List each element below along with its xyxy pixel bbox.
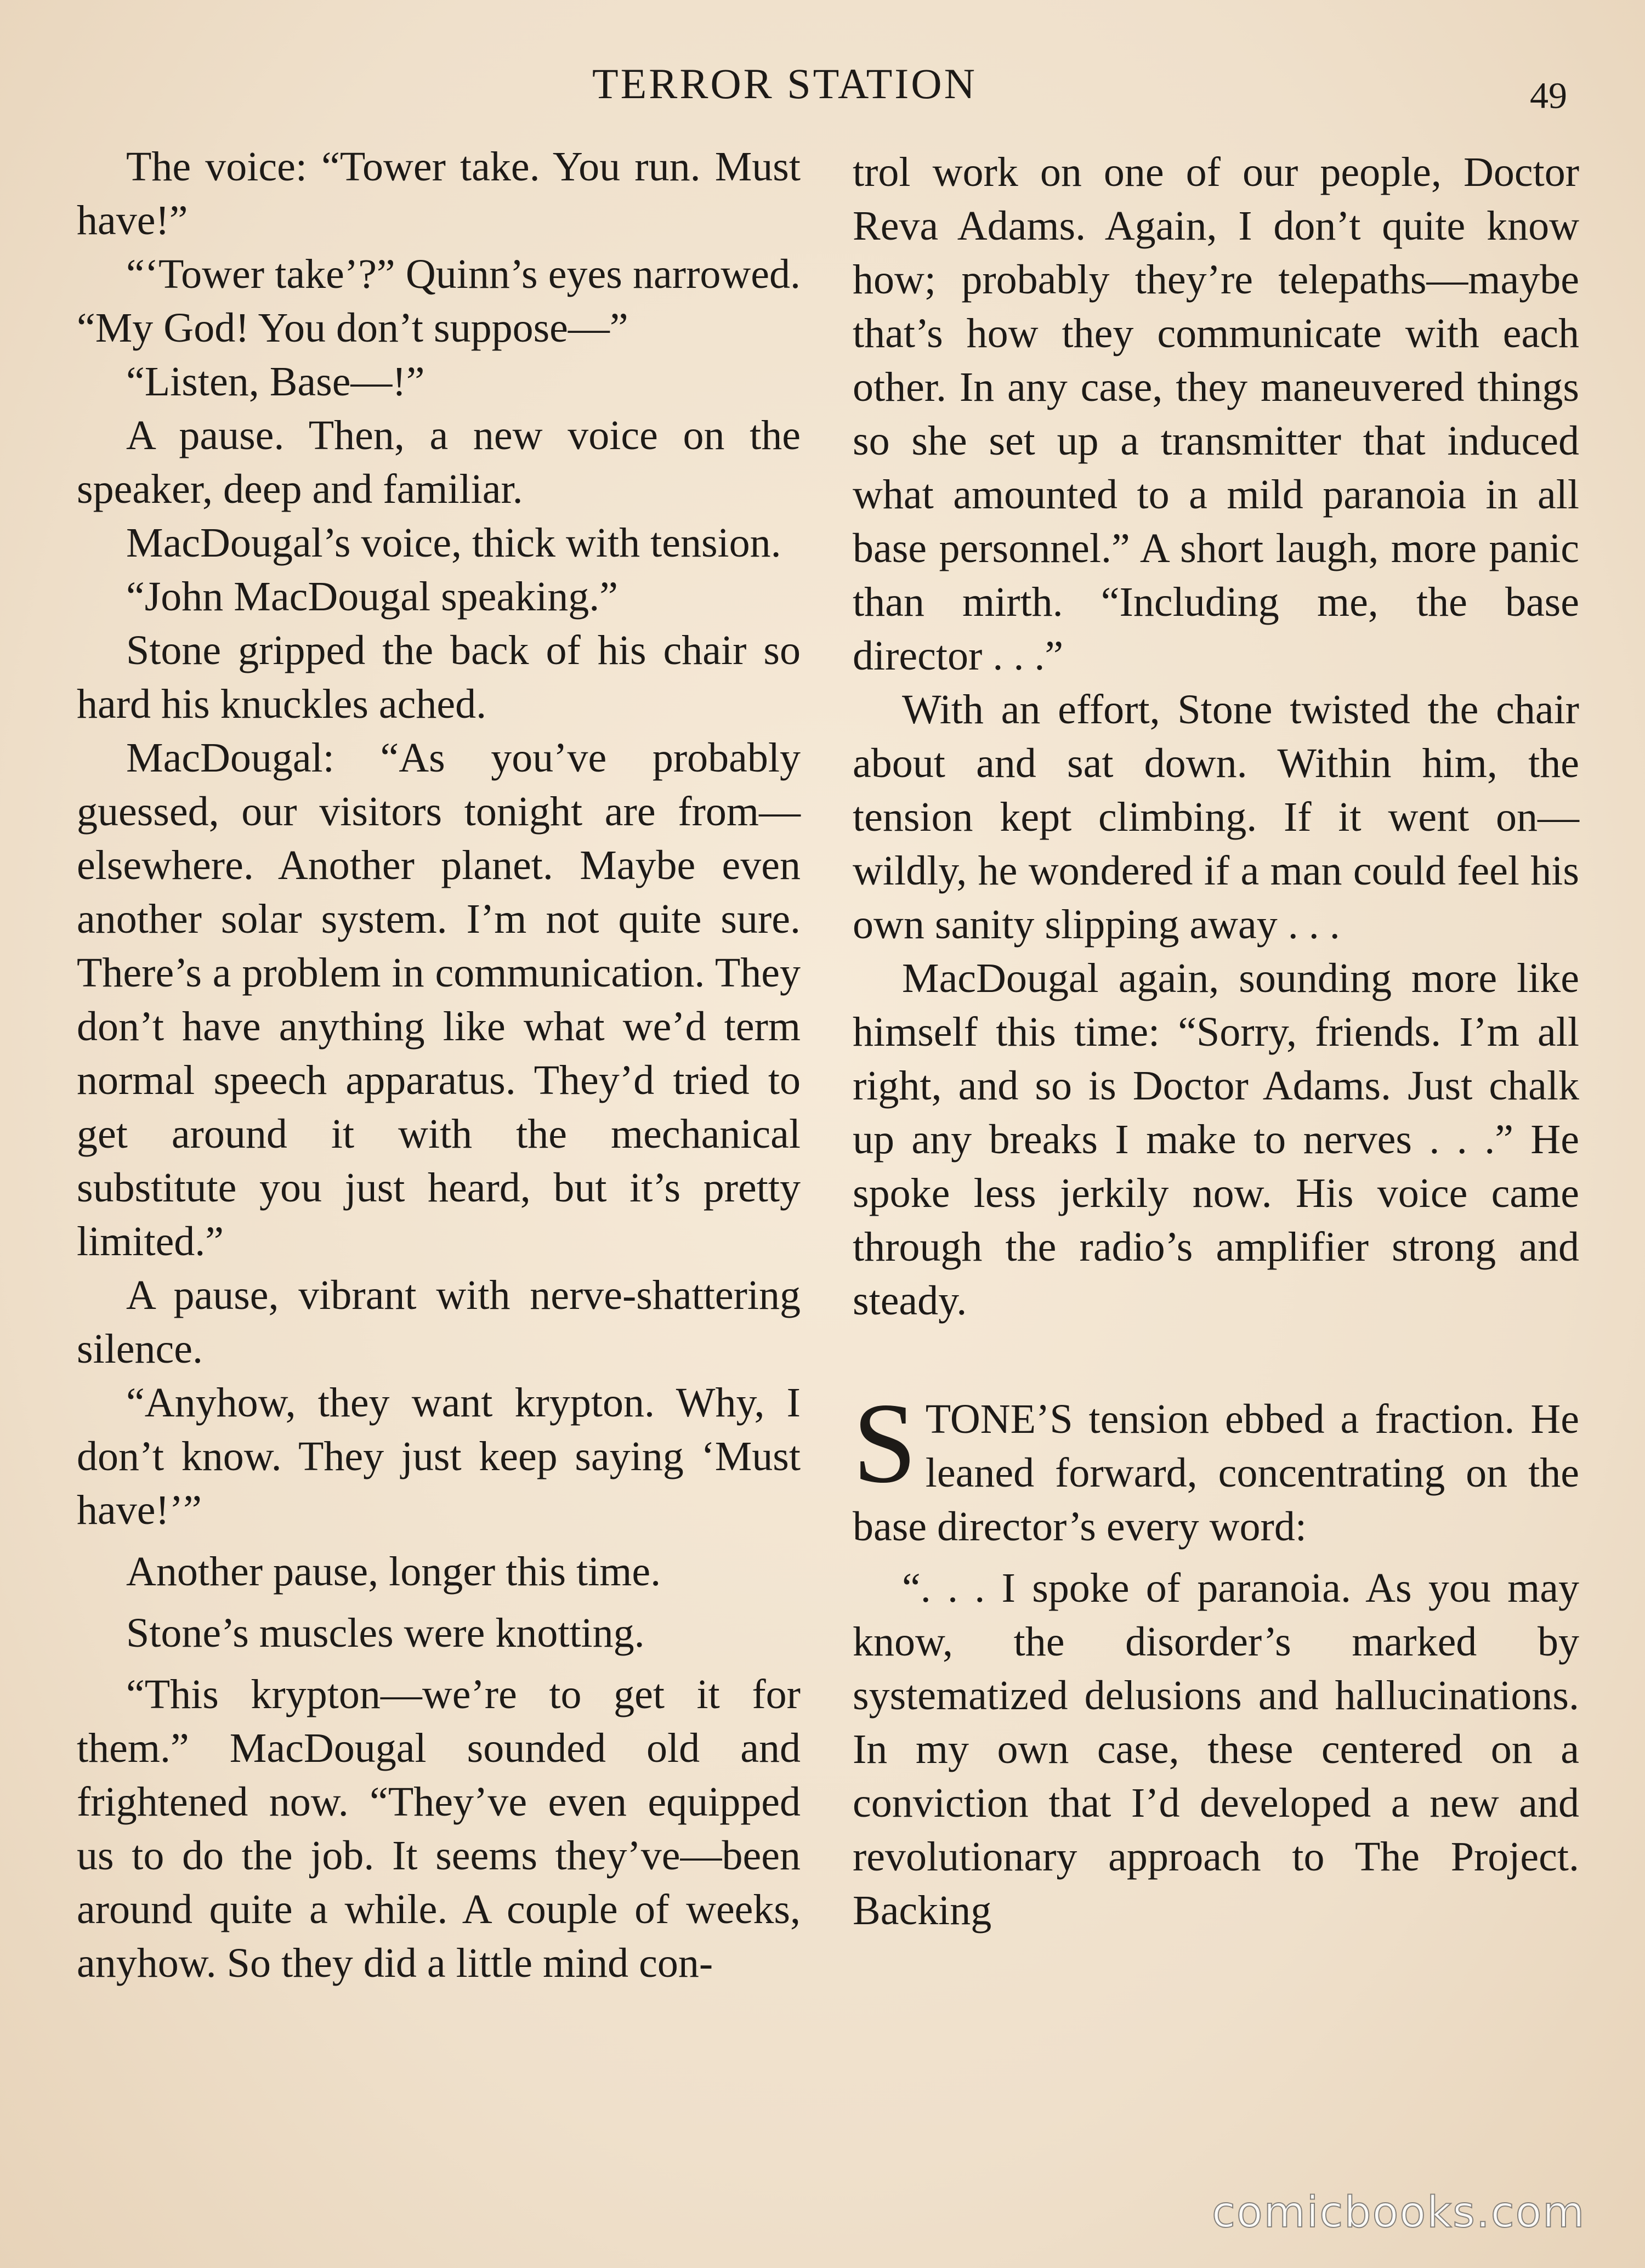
running-header: TERROR STATION [592, 60, 977, 107]
section-opening-paragraph [853, 1380, 1579, 1553]
paragraph: MacDougal: “As you’ve probably guessed, our visitors tonight are from—elsewhere. Another planet. Maybe even another solar system. I’m not quite sure. There’s a problem in communication. They don’t have anything like what we’d term normal speech apparatus. They’d tried to get around it with the mechanical substitute you just heard, but it’s pretty limited.” [77, 735, 801, 1265]
drop-cap: S [853, 1380, 917, 1507]
paragraph: Stone gripped the back of his chair so hard his knuckles ached. [77, 627, 801, 727]
paragraph: “This krypton—we’re to get it for them.” MacDougal sounded old and frightened now. “They’ve even equipped us to do the job. It seems they’ve—been around quite a while. A couple of weeks, anyhow. So they did a little mind con- [77, 1671, 801, 1986]
page-number: 49 [1530, 75, 1567, 116]
right-column [853, 145, 1579, 1937]
drop-cap-text: TONE’S tension ebbed a fraction. He leaned forward, concentrating on the base director’s every word: [853, 1396, 1579, 1550]
paragraph: Another pause, longer this time. [126, 1549, 661, 1595]
paragraph: The voice: “Tower take. You run. Must have!” [77, 144, 801, 243]
paragraph: With an effort, Stone twisted the chair about and sat down. Within him, the tension kept climbing. If it went on—wildly, he wondered if a man could feel his own sanity slipping away . . . [853, 687, 1579, 948]
paragraph: A pause, vibrant with nerve-shattering silence. [77, 1272, 801, 1372]
left-column [77, 140, 801, 1990]
paragraph: Stone’s muscles were knotting. [126, 1610, 645, 1656]
paragraph: “. . . I spoke of paranoia. As you may know, the disorder’s marked by systematized delusions and hallucinations. In my own case, these centered on a conviction that I’d developed a new and revolutionary approach to The Project. Backing [853, 1565, 1579, 1934]
paragraph: MacDougal again, sounding more like himself this time: “Sorry, friends. I’m all right, and so is Doctor Adams. Just chalk up any breaks I make to nerves . . .” He spoke less jerkily now. His voice came through the radio’s amplifier strong and steady. [853, 955, 1579, 1324]
paragraph: A pause. Then, a new voice on the speaker, deep and familiar. [77, 412, 801, 512]
paragraph: “‘Tower take’?” Quinn’s eyes narrowed. “My God! You don’t suppose—” [77, 251, 801, 351]
paragraph: “John MacDougal speaking.” [126, 574, 618, 620]
paragraph: trol work on one of our people, Doctor Reva Adams. Again, I don’t quite know how; probably they’re telepaths—maybe that’s how they communicate with each other. In any case, they maneuvered things so she set up a transmitter that induced what amounted to a mild paranoia in all base personnel.” A short laugh, more panic than mirth. “Including me, the base director . . .” [853, 149, 1579, 679]
paragraph: “Listen, Base—!” [126, 359, 425, 405]
watermark-logo: comicbooks.com [1212, 2188, 1586, 2237]
paragraph: MacDougal’s voice, thick with tension. [126, 520, 781, 566]
paragraph: “Anyhow, they want krypton. Why, I don’t know. They just keep saying ‘Must have!’” [77, 1380, 801, 1533]
